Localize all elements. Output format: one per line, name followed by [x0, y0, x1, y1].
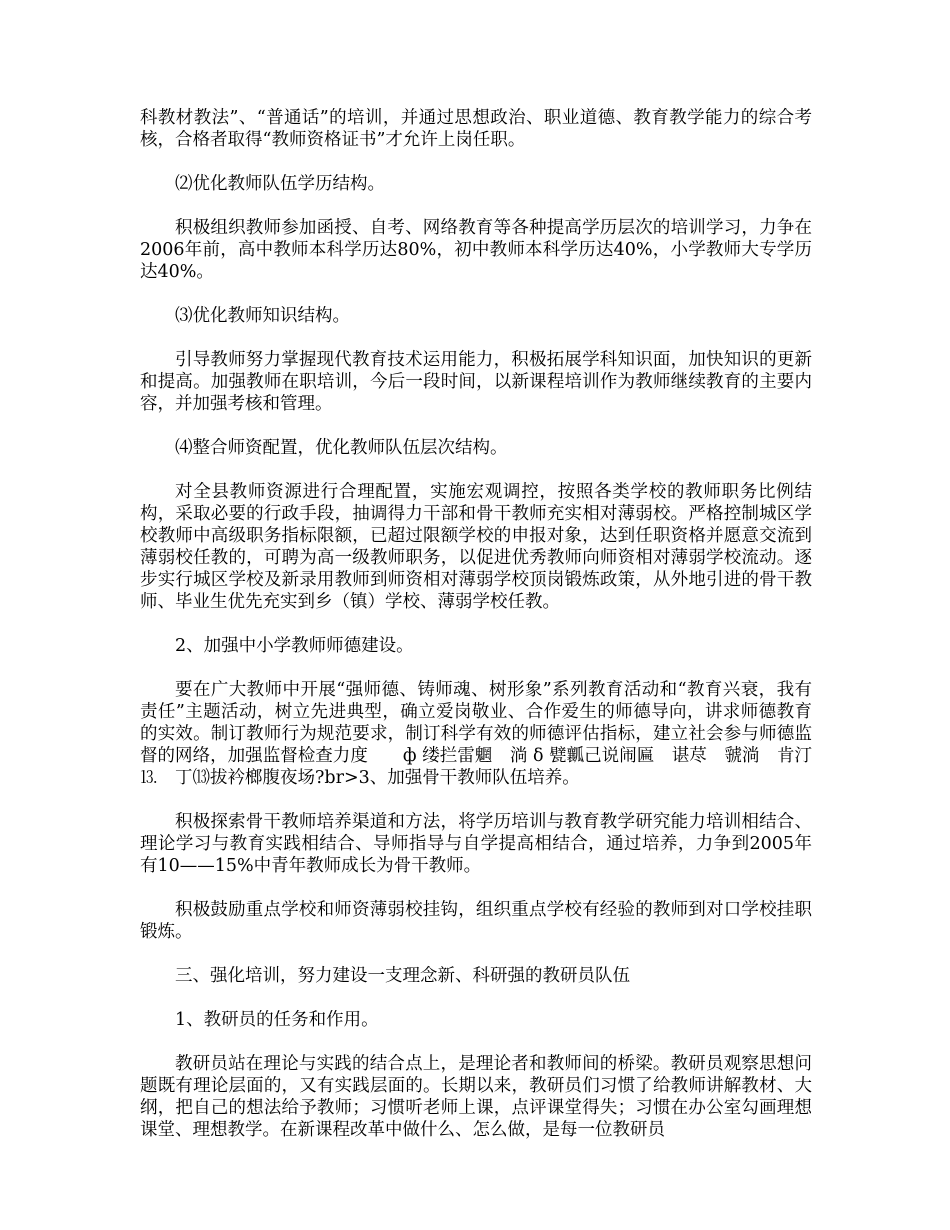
section-heading-researchers: 三、强化培训，努力建设一支理念新、科研强的教研员队伍 [175, 966, 630, 986]
paragraph-teacher-ethics: 要在广大教师中开展“强师德、铸师魂、树形象”系列教育活动和“教育兴衰，我有责任”主题活动，树立先进典型，确立爱岗敬业、合作爱生的师德导向，讲求师德教育的实效。制订教师行为规范要求，制订科学有效的师德评估指标，建立社会参与师德监督的网络，加强监督检查力度 ф 缕拦雷魍 淌 δ 甓瓤己说闹匾 谌荩 虢淌 肯汀⒔ 丁⒀拔衿榔腹夜场?br>3、加强骨干教师队伍培养。 [140, 680, 812, 788]
subheading-knowledge-structure: ⑶优化教师知识结构。 [175, 306, 350, 326]
paragraph-knowledge-structure: 引导教师努力掌握现代教育技术运用能力，积极拓展学科知识面，加快知识的更新和提高。加强教师在职培训，今后一段时间，以新课程培训作为教师继续教育的主要内容，并加强考核和管理。 [140, 350, 812, 414]
paragraph-backbone-teachers: 积极探索骨干教师培养渠道和方法，将学历培训与教育教学研究能力培训相结合、理论学习与教育实践相结合、导师指导与自学提高相结合，通过培养，力争到2005年有10——15%中青年教师成长为骨干教师。 [140, 812, 812, 876]
paragraph-school-pairing: 积极鼓励重点学校和师资薄弱校挂钩，组织重点学校有经验的教师到对口学校挂职锻炼。 [140, 900, 812, 942]
paragraph-continuation: 科教材教法”、“普通话”的培训，并通过思想政治、职业道德、教育教学能力的综合考核，合格者取得“教师资格证书”才允许上岗任职。 [140, 108, 812, 150]
subheading-teacher-ethics: 2、加强中小学教师师德建设。 [175, 636, 414, 656]
subheading-education-structure: ⑵优化教师队伍学历结构。 [175, 174, 385, 194]
document-body [140, 107, 812, 1163]
paragraph-education-structure: 积极组织教师参加函授、自考、网络教育等各种提高学历层次的培训学习，力争在2006年前，高中教师本科学历达80%，初中教师本科学历达40%，小学教师大专学历达40%。 [140, 218, 812, 282]
subheading-researcher-role: 1、教研员的任务和作用。 [175, 1010, 379, 1030]
subheading-staff-allocation: ⑷整合师资配置，优化教师队伍层次结构。 [175, 438, 508, 458]
paragraph-staff-allocation: 对全县教师资源进行合理配置，实施宏观调控，按照各类学校的教师职务比例结构，采取必要的行政手段，抽调得力干部和骨干教师充实相对薄弱校。严格控制城区学校教师中高级职务指标限额，已超过限额学校的申报对象，达到任职资格并愿意交流到薄弱校任教的，可聘为高一级教师职务，以促进优秀教师向师资相对薄弱学校流动。逐步实行城区学校及新录用教师到师资相对薄弱学校顶岗锻炼政策，从外地引进的骨干教师、毕业生优先充实到乡（镇）学校、薄弱学校任教。 [140, 482, 812, 612]
paragraph-researcher-role: 教研员站在理论与实践的结合点上，是理论者和教师间的桥梁。教研员观察思想问题既有理论层面的，又有实践层面的。长期以来，教研员们习惯了给教师讲解教材、大纲，把自己的想法给予教师；习惯听老师上课，点评课堂得失；习惯在办公室勾画理想课堂、理想教学。在新课程改革中做什么、怎么做，是每一位教研员 [140, 1054, 812, 1140]
